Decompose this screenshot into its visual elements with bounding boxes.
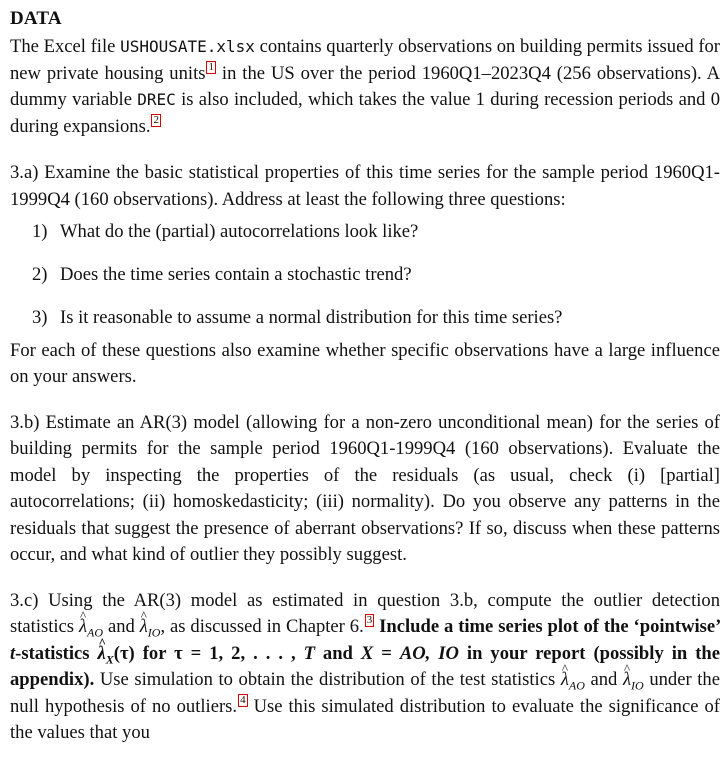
- list-item: [10, 305, 724, 332]
- bold-tau: (τ) for τ = 1, 2, . . . ,: [113, 642, 304, 664]
- q3c-text-1: 3.c) Using the AR(3) model as estimated in question 3.b, compute the outlier detection statistics: [10, 589, 720, 637]
- subscript-io: IO: [631, 678, 644, 693]
- q3c-text-4: under the null hypothesis of no outliers.: [10, 669, 720, 717]
- bold-ao-io: AO, IO: [399, 642, 459, 664]
- intro-text-4: is also included, which takes the value 1 during recession periods and 0 during expansions.: [10, 89, 720, 137]
- bold-text-4: =: [373, 642, 400, 664]
- q3c-and: and: [103, 616, 140, 637]
- bold-text-5: in your report (possibly in the appendix).: [10, 642, 720, 690]
- bold-text-3: and: [314, 642, 361, 664]
- data-description: [10, 34, 720, 140]
- lambda-symbol: ^ λ: [623, 667, 631, 694]
- bold-text-1: Include a time series plot of the ‘pointwise’: [374, 616, 720, 637]
- lambda-symbol: ^ λ: [98, 641, 106, 668]
- q3c-text-2: , as discussed in Chapter 6.: [160, 616, 364, 637]
- subscript-ao: AO: [87, 625, 104, 640]
- list-item-number: 3): [32, 307, 48, 328]
- list-item-text: What do the (partial) autocorrelations look like?: [60, 221, 419, 242]
- footnote-2-link[interactable]: 2: [153, 113, 159, 126]
- q3c-text-3: Use simulation to obtain the distribution of the test statistics: [94, 669, 561, 690]
- question-3a: 3.a) Examine the basic statistical properties of this time series for the sample period 1960Q1-1999Q4 (160 observations). Address at least the following three questions:: [10, 162, 720, 210]
- q3c-and: and: [584, 669, 623, 690]
- question-3a-followup: For each of these questions also examine whether specific observations have a large influence on your answers.: [10, 339, 720, 387]
- lambda-symbol: ^ λ: [79, 614, 87, 641]
- footnote-1-link[interactable]: 1: [208, 60, 214, 73]
- subscript-io: IO: [147, 625, 161, 640]
- intro-text-2: contains quarterly observations on building permits issued for new private housing units: [10, 36, 720, 84]
- question-3a-list: [10, 219, 724, 332]
- intro-text-3: in the US over the period 1960Q1–2023Q4 (256 observations). A dummy variable: [10, 62, 720, 110]
- question-3c: [10, 588, 720, 747]
- question-3b: 3.b) Estimate an AR(3) model (allowing for a non-zero unconditional mean) for the series of building permits for the sample period 1960Q1-1999Q4 (160 observations). Evaluate the model by inspecting the properties of the residuals (as usual, check (i) [partial] autocorrelations; (ii) homoskedasticity; (iii) normality). Do you observe any patterns in the residuals that suggest the presence of aberrant observations? If so, discuss when these patterns occur, and what kind of outlier they possibly suggest.: [10, 411, 720, 565]
- list-item-number: 2): [32, 264, 48, 285]
- footnote-4-link[interactable]: 4: [240, 693, 246, 706]
- bold-T: T: [303, 642, 315, 664]
- file-name: USHOUSATE.xlsx: [120, 37, 255, 56]
- section-heading: DATA: [10, 8, 62, 29]
- document-page: [0, 8, 724, 773]
- footnote-3-link[interactable]: 3: [366, 614, 373, 626]
- list-item-text: Is it reasonable to assume a normal distribution for this time series?: [60, 307, 563, 328]
- subscript-ao: AO: [568, 678, 585, 693]
- lambda-symbol: ^ λ: [140, 614, 148, 641]
- intro-text-1: The Excel file: [10, 36, 121, 57]
- list-item-number: 1): [32, 221, 48, 242]
- list-item: [10, 219, 724, 246]
- q3c-text-5: Use this simulated distribution to evaluate the significance of the values that you: [10, 695, 720, 743]
- lambda-symbol: ^ λ: [561, 667, 569, 694]
- list-item: [10, 262, 724, 289]
- bold-t: t: [10, 642, 16, 664]
- bold-X: X: [360, 642, 374, 664]
- subscript-x: X: [105, 652, 114, 667]
- variable-name: DREC: [137, 90, 176, 109]
- list-item-text: Does the time series contain a stochastic trend?: [60, 264, 412, 285]
- bold-text-2: -statistics: [15, 642, 98, 664]
